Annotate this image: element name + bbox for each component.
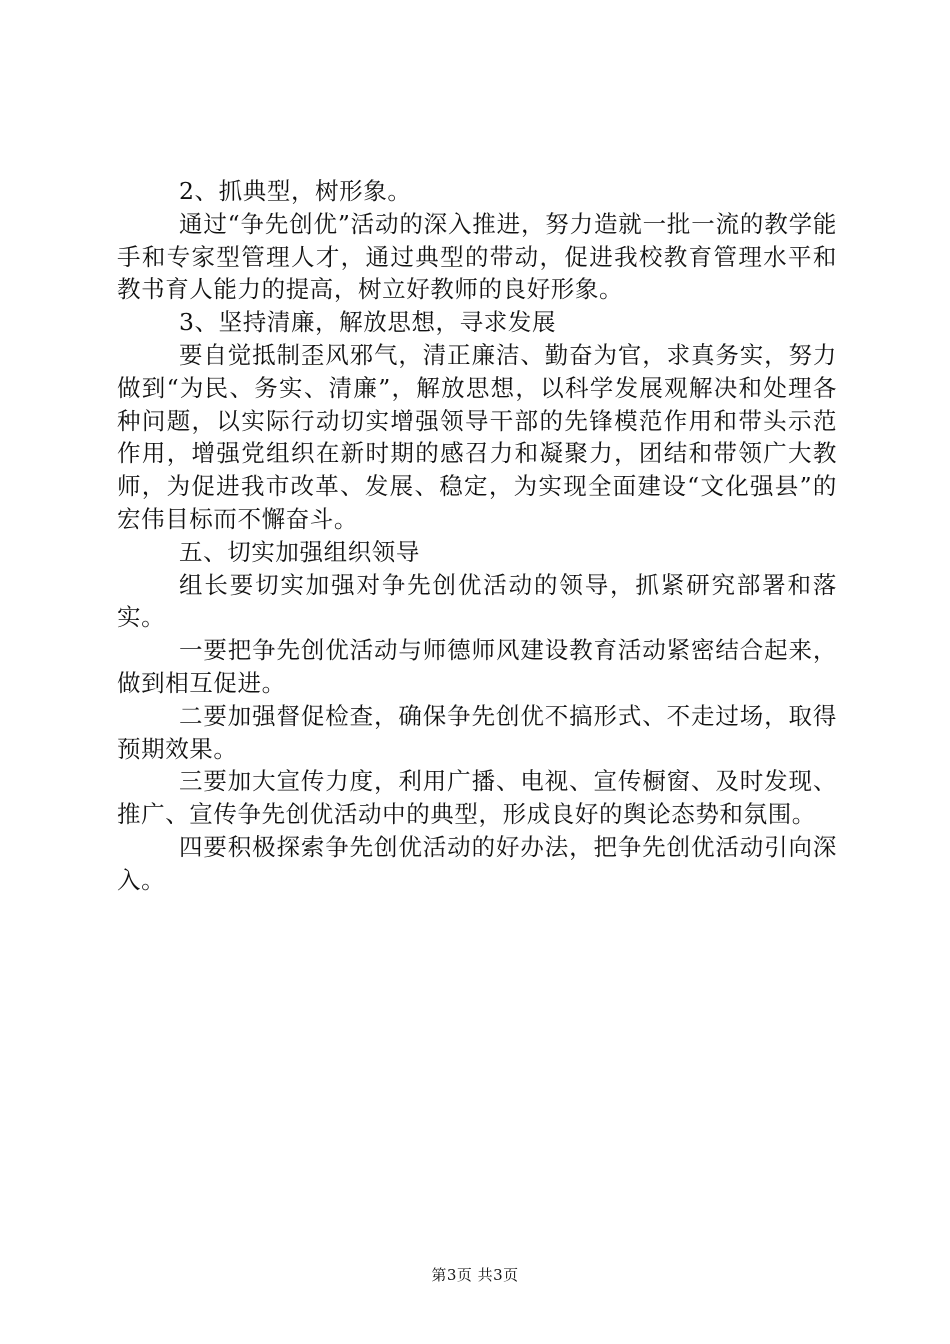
paragraph-heading-2: 2、抓典型，树形象。: [179, 177, 412, 205]
paragraph: 四要积极探索争先创优活动的好办法，把争先创优活动引向深入。: [117, 832, 837, 894]
paragraph: 要自觉抵制歪风邪气，清正廉洁、勤奋为官，求真务实，努力做到“为民、务实、清廉”，解放思想，以科学发展观解决和处理各种问题，以实际行动切实增强领导干部的先锋模范作用和带头示范作用，增强党组织在新时期的感召力和凝聚力，团结和带领广大教师，为促进我市改革、发展、稳定，为实现全面建设“文化强县”的宏伟目标而不懈奋斗。: [117, 340, 837, 533]
paragraph: 组长要切实加强对争先创优活动的领导，抓紧研究部署和落实。: [117, 570, 837, 632]
section-heading-5: 五、切实加强组织领导: [179, 537, 420, 566]
paragraph: 三要加大宣传力度，利用广播、电视、宣传橱窗、及时发现、推广、宣传争先创优活动中的典型，形成良好的舆论态势和氛围。: [117, 767, 837, 829]
paragraph: 二要加强督促检查，确保争先创优不搞形式、不走过场，取得预期效果。: [117, 701, 837, 763]
paragraph: 一要把争先创优活动与师德师风建设教育活动紧密结合起来，做到相互促进。: [117, 636, 837, 697]
paragraph-heading-3: 3、坚持清廉，解放思想，寻求发展: [179, 308, 557, 337]
document-body: [117, 175, 837, 897]
paragraph: 通过“争先创优”活动的深入推进，努力造就一批一流的教学能手和专家型管理人才，通过典型的带动，促进我校教育管理水平和教书育人能力的提高，树立好教师的良好形象。: [117, 209, 837, 304]
page-footer: 第3页 共3页: [431, 1266, 519, 1284]
